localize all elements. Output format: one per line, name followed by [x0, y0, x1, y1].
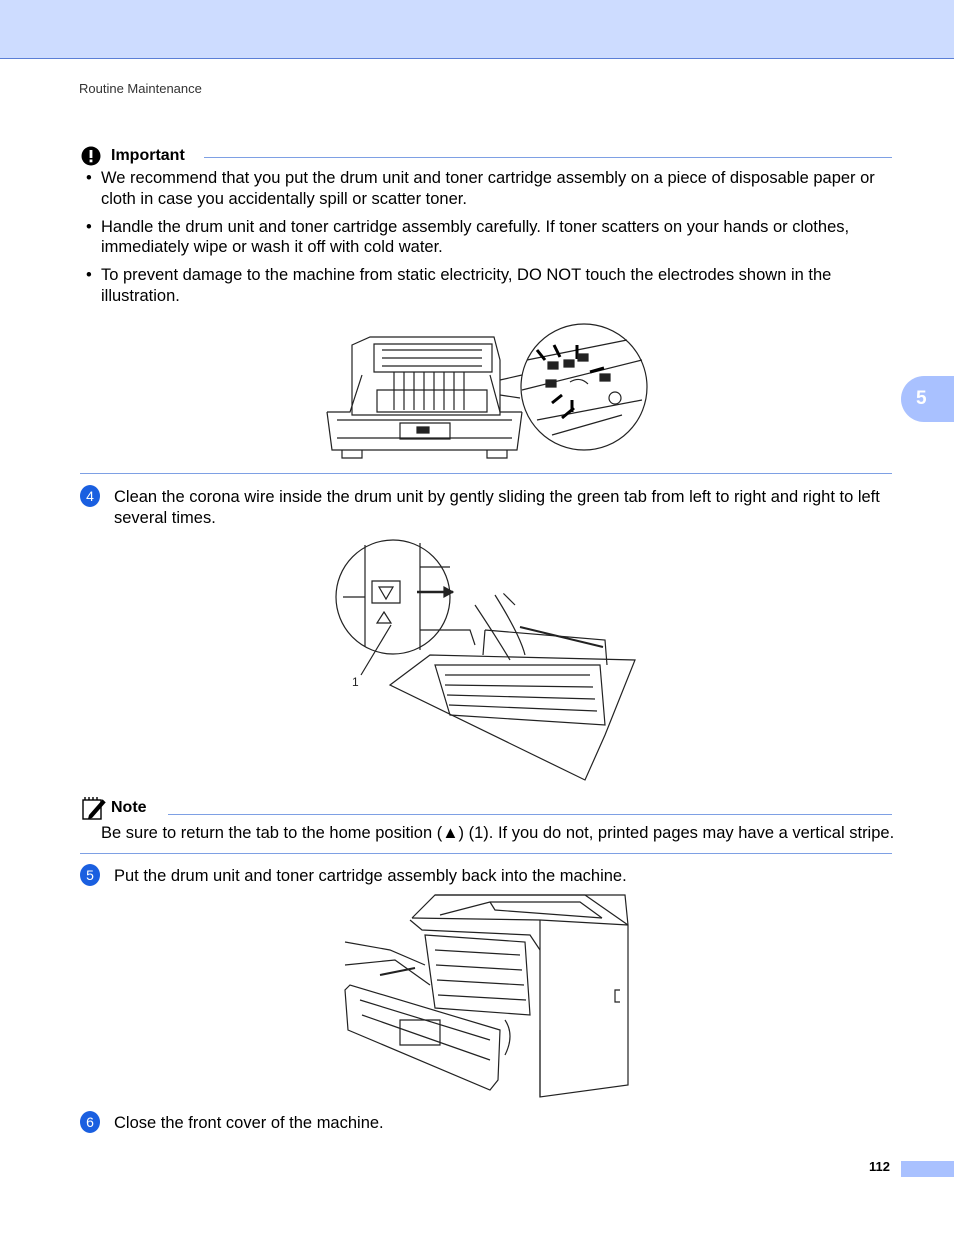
running-head: Routine Maintenance — [79, 81, 202, 96]
important-bottom-rule — [80, 473, 892, 474]
chapter-number: 5 — [916, 388, 927, 409]
insert-drum-illustration — [340, 890, 632, 1102]
step-5 — [80, 866, 894, 887]
note-title: Note — [111, 799, 147, 816]
page-number: 112 — [869, 1159, 890, 1174]
electrode-illustration — [322, 320, 652, 460]
important-rule — [204, 157, 892, 158]
header-band — [0, 0, 954, 59]
note-bottom-rule — [80, 853, 892, 854]
callout-label: 1 — [352, 675, 359, 689]
step-4 — [80, 487, 894, 528]
exclamation-icon — [81, 146, 103, 166]
note-heading — [81, 795, 147, 821]
important-item: • We recommend that you put the drum unit and toner cartridge assembly on a piece of disposable paper or cloth in case you accidentally spill or scatter toner. — [83, 168, 893, 209]
step-number: 4 — [80, 485, 100, 507]
step-number: 5 — [80, 864, 100, 886]
step-text: Put the drum unit and toner cartridge assembly back into the machine. — [114, 867, 627, 885]
important-heading — [81, 146, 185, 166]
note-rule — [168, 814, 892, 815]
note-text: Be sure to return the tab to the home position (▲) (1). If you do not, printed pages may have a vertical stripe. — [101, 824, 895, 842]
page-number-bar — [901, 1161, 954, 1177]
important-list — [83, 168, 893, 314]
step-text: Clean the corona wire inside the drum unit by gently sliding the green tab from left to right and right to left several times. — [114, 488, 880, 527]
chapter-tab[interactable] — [901, 376, 954, 422]
note-pencil-icon — [81, 795, 109, 821]
corona-wire-illustration — [335, 535, 640, 785]
step-number: 6 — [80, 1111, 100, 1133]
important-item: • To prevent damage to the machine from static electricity, DO NOT touch the electrodes shown in the illustration. — [83, 265, 893, 306]
step-6 — [80, 1113, 894, 1134]
important-title: Important — [111, 147, 185, 164]
step-text: Close the front cover of the machine. — [114, 1114, 384, 1132]
important-item: • Handle the drum unit and toner cartridge assembly carefully. If toner scatters on your hands or clothes, immediately wipe or wash it off with cold water. — [83, 217, 893, 258]
